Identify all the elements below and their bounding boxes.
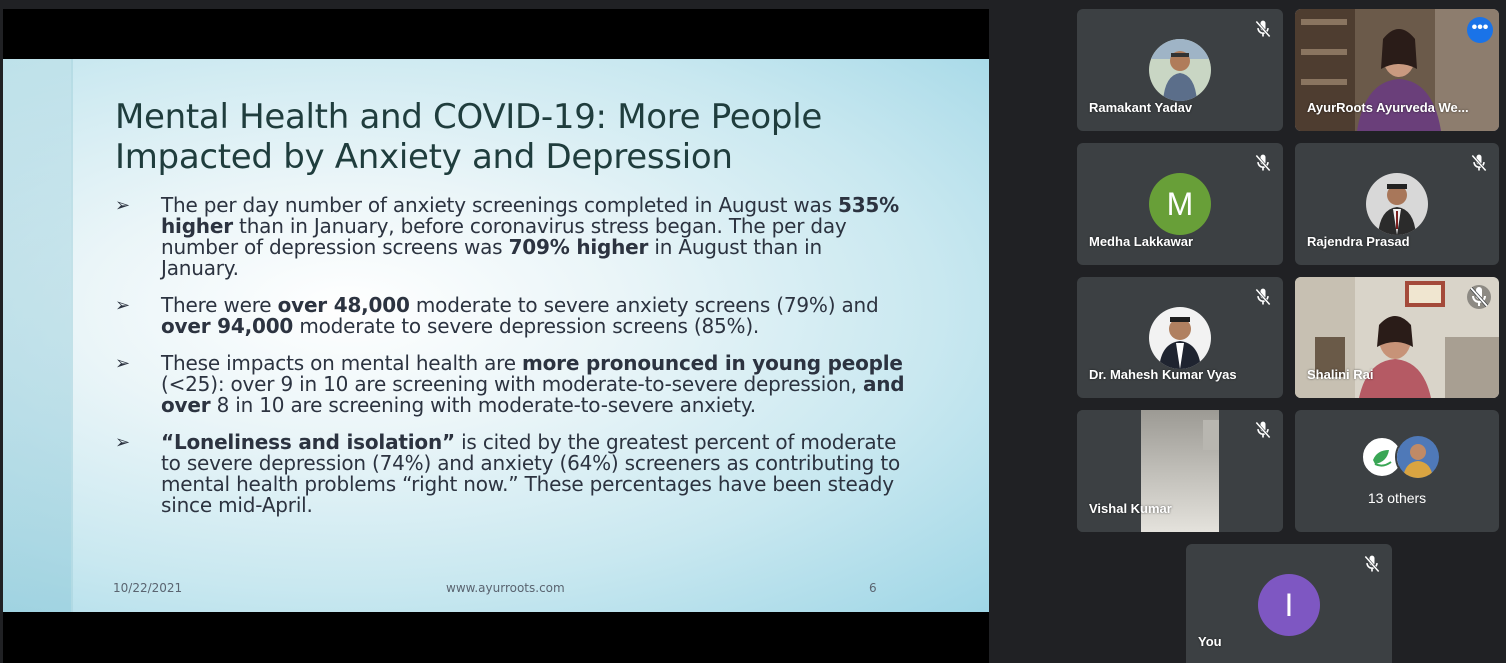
participant-name: You [1198,634,1222,649]
mic-off-icon [1253,420,1273,440]
avatar [1395,434,1441,480]
participant-name: AyurRoots Ayurveda We... [1307,100,1469,115]
mic-off-icon [1253,153,1273,173]
slide-bullet: ➢ There were over 48,000 moderate to severe anxiety screens (79%) and over 94,000 moderate to severe depression screens (85%). [115,293,879,338]
slide-bullet: ➢ These impacts on mental health are more pronounced in young people (<25): over 9 in 10 are screening with moderate-to-severe depression, and over 8 in 10 are screening with moderate-to-severe anxiety. [115,351,905,417]
slide-date: 10/22/2021 [113,581,183,595]
mic-off-icon [1253,287,1273,307]
participant-tile-medha-lakkawar[interactable] [1077,143,1283,265]
participant-tile-ayurroots[interactable] [1295,9,1499,131]
slide-website: www.ayurroots.com [446,581,565,595]
participant-tile-you[interactable] [1186,544,1392,663]
mic-off-icon [1467,285,1491,309]
participant-tile-shalini-rai[interactable] [1295,277,1499,398]
slide-bullet: ➢ The per day number of anxiety screenings completed in August was 535% higher than in January, before coronavirus stress began. The per day number of depression screens was 709% higher in August than in January. [115,193,899,280]
avatar: I [1258,574,1320,636]
participant-tile-ramakant-yadav[interactable] [1077,9,1283,131]
participant-tile-others[interactable] [1295,410,1499,532]
avatar [1149,307,1211,369]
avatar: M [1149,173,1211,235]
others-count: 13 others [1367,490,1427,506]
participant-tile-vishal-kumar[interactable] [1077,410,1283,532]
participant-tile-rajendra-prasad[interactable] [1295,143,1499,265]
avatar [1366,173,1428,235]
slide-bullets [115,195,905,532]
participant-name: Medha Lakkawar [1089,234,1194,249]
mic-off-icon [1362,554,1382,574]
participant-name: Rajendra Prasad [1307,234,1410,249]
participant-name: Dr. Mahesh Kumar Vyas [1089,367,1237,382]
mic-off-icon [1469,153,1489,173]
slide-title: Mental Health and COVID-19: More People Impacted by Anxiety and Depression [115,97,822,177]
mic-off-icon [1253,19,1273,39]
avatar [1149,39,1211,101]
arrow-bullet-icon: ➢ [115,295,130,316]
arrow-bullet-icon: ➢ [115,195,130,216]
slide [3,59,989,612]
participant-name: Ramakant Yadav [1089,100,1193,115]
arrow-bullet-icon: ➢ [115,353,130,374]
slide-page-number: 6 [869,581,877,595]
participant-tile-mahesh-kumar-vyas[interactable] [1077,277,1283,398]
slide-bullet: ➢ “Loneliness and isolation” is cited by the greatest percent of moderate to severe depression (74%) and anxiety (64%) screeners as contributing to mental health problems “right now.” These percentages have been steady since mid-April. [115,430,901,517]
presentation-stage [3,9,989,663]
more-options-button[interactable]: ••• [1467,17,1493,43]
arrow-bullet-icon: ➢ [115,432,130,453]
participant-name: Vishal Kumar [1089,501,1172,516]
participant-name: Shalini Rai [1307,367,1374,382]
